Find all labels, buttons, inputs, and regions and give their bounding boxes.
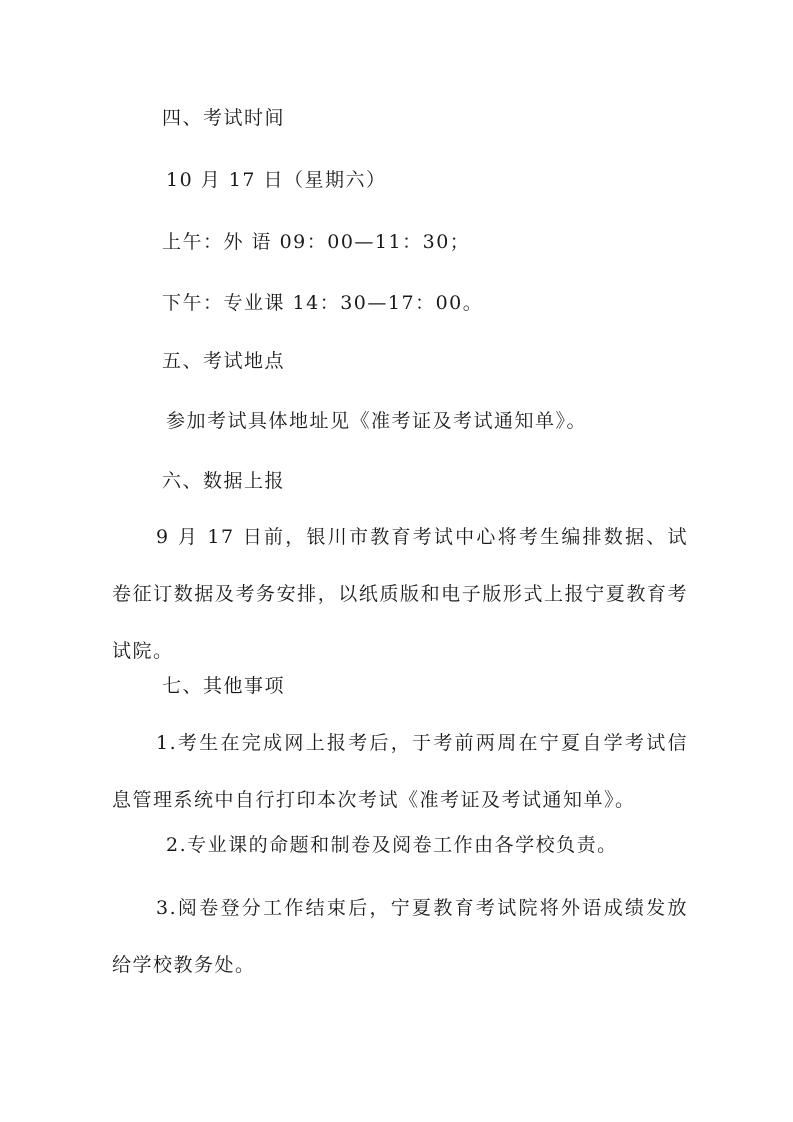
other-item-3: 3.阅卷登分工作结束后，宁夏教育考试院将外语成绩发放给学校教务处。 [112, 897, 688, 976]
place-text: 参加考试具体地址见《准考证及考试通知单》。 [166, 410, 588, 432]
data-report-paragraph: 9 月 17 日前，银川市教育考试中心将考生编排数据、试卷征订数据及考务安排，以纸质版和电子版形式上报宁夏教育考试院。 [112, 526, 688, 662]
heading-exam-place: 五、考试地点 [162, 350, 286, 372]
heading-exam-time: 四、考试时间 [162, 107, 286, 129]
other-item-1: 1.考生在完成网上报考后，于考前两周在宁夏自学考试信息管理系统中自行打印本次考试《准考证及考试通知单》。 [112, 732, 688, 811]
morning-schedule: 上午：外 语 09：00—11：30； [162, 231, 471, 253]
heading-data-report: 六、数据上报 [162, 470, 286, 492]
exam-date: 10 月 17 日（星期六） [166, 169, 387, 191]
heading-other-matters: 七、其他事项 [162, 675, 286, 697]
afternoon-schedule: 下午：专业课 14：30—17：00。 [162, 292, 484, 314]
other-item-2: 2.专业课的命题和制卷及阅卷工作由各学校负责。 [166, 834, 618, 856]
